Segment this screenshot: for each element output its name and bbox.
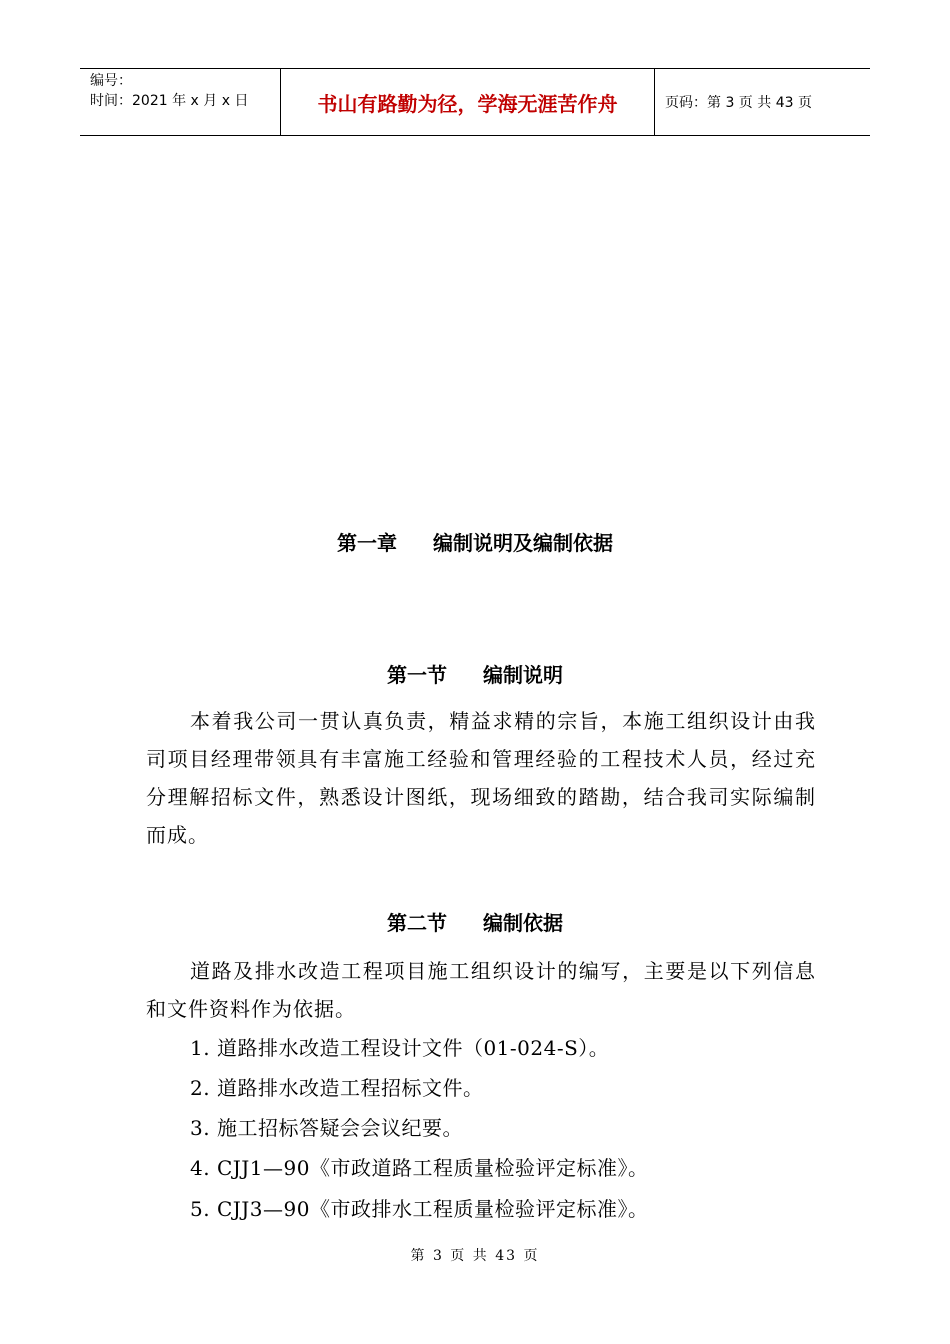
header-number-label: 编号： <box>90 73 132 89</box>
section1-number: 第一节 <box>387 663 447 687</box>
page-header <box>80 68 870 136</box>
chapter-heading <box>0 528 950 558</box>
header-page-info: 页码：第 3 页 共 43 页 <box>665 95 812 111</box>
section2-heading <box>0 908 950 938</box>
basis-list-item: 4. CJJ1—90《市政道路工程质量检验评定标准》。 <box>190 1156 649 1180</box>
section1-heading <box>0 660 950 690</box>
chapter-number: 第一章 <box>337 531 397 555</box>
basis-list-item: 5. CJJ3—90《市政排水工程质量检验评定标准》。 <box>190 1197 649 1221</box>
header-meta <box>80 69 281 135</box>
basis-list-item: 3. 施工招标答疑会会议纪要。 <box>190 1116 463 1140</box>
header-time-label: 时间：2021 年 x 月 x 日 <box>90 93 249 109</box>
section1-title: 编制说明 <box>483 663 563 687</box>
section2-title: 编制依据 <box>483 911 563 935</box>
basis-list-item: 1. 道路排水改造工程设计文件（01-024-S）。 <box>190 1036 610 1060</box>
basis-list-item: 2. 道路排水改造工程招标文件。 <box>190 1076 484 1100</box>
section2-intro: 道路及排水改造工程项目施工组织设计的编写，主要是以下列信息和文件资料作为依据。 <box>146 959 816 1021</box>
section2-number: 第二节 <box>387 911 447 935</box>
chapter-title: 编制说明及编制依据 <box>433 531 613 555</box>
section1-paragraph: 本着我公司一贯认真负责，精益求精的宗旨，本施工组织设计由我司项目经理带领具有丰富施工经验和管理经验的工程技术人员，经过充分理解招标文件，熟悉设计图纸，现场细致的踏勘，结合我司实际编制而成。 <box>146 709 816 847</box>
page-footer: 第 3 页 共 43 页 <box>410 1248 540 1264</box>
header-motto: 书山有路勤为径，学海无涯苦作舟 <box>281 69 655 135</box>
